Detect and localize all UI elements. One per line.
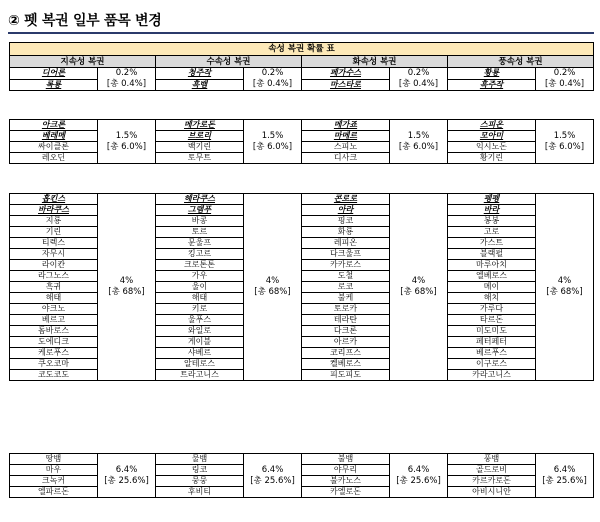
rate-total: [총 68%]: [108, 287, 145, 297]
table-row: [10, 487, 594, 498]
lottery-table-header-block: [9, 42, 594, 91]
pet-name-cell: 메이: [448, 282, 536, 293]
pet-name-cell: 토르: [156, 227, 244, 238]
rate-total: [총 0.4%]: [106, 79, 147, 89]
pet-name-cell: 레오딘: [10, 153, 98, 164]
type-earth-lottery: 지속성 복권: [10, 56, 156, 68]
pet-name-cell: 해치: [448, 293, 536, 304]
rate-value: 4%: [265, 276, 280, 286]
pet-name-cell: 티렉스: [10, 238, 98, 249]
rate-cell: [390, 120, 448, 164]
table-row: [10, 315, 594, 326]
rate-value: 1.5%: [553, 130, 576, 141]
rate-cell: [98, 68, 156, 91]
rate-group-1-5: [10, 120, 594, 164]
pet-name-cell: 이구로스: [448, 359, 536, 370]
pet-name-cell: 엘파르돈: [10, 487, 98, 498]
pet-name-cell: 엘베로스: [448, 271, 536, 282]
rate-cell: [244, 120, 302, 164]
pet-name-cell: 도철: [302, 271, 390, 282]
rate-group-table-1-5: [9, 119, 594, 164]
pet-name-cell: 코도코도: [10, 370, 98, 381]
table-row: [10, 348, 594, 359]
pet-name-cell: 피도피도: [302, 370, 390, 381]
table-row: [10, 142, 594, 153]
pet-name-cell: 블랙펄: [448, 249, 536, 260]
rate-total: [총 6.0%]: [544, 141, 585, 152]
pet-name-cell: 가우: [156, 271, 244, 282]
pet-name-cell: 울푸스: [156, 315, 244, 326]
pet-name-cell: 카르카로돈: [448, 476, 536, 487]
table-row: [10, 359, 594, 370]
heading-underline: [8, 32, 594, 34]
rate-value: 0.2%: [407, 68, 430, 78]
pet-name-cell: 청주작: [156, 68, 244, 80]
pet-name-cell: 불카노스: [302, 476, 390, 487]
pet-name-cell: 그램푸: [156, 205, 244, 216]
rate-total: [총 25.6%]: [542, 475, 587, 486]
pet-name-cell: 베르푸스: [448, 348, 536, 359]
pet-name-cell: 마메르: [302, 131, 390, 142]
pet-name-cell: 게이블: [156, 337, 244, 348]
rate-cell: [244, 68, 302, 91]
pet-name-cell: 크로톤톤: [156, 260, 244, 271]
pet-name-cell: 토로카: [302, 304, 390, 315]
rate-cell: [536, 68, 594, 91]
rate-value: 4%: [119, 276, 134, 286]
pet-name-cell: 타르돈: [448, 315, 536, 326]
table-row: [10, 79, 594, 91]
rate-value: 4%: [411, 276, 426, 286]
pet-name-cell: 바라: [448, 205, 536, 216]
pet-name-cell: 테라탄: [302, 315, 390, 326]
rate-group-table-6-4: [9, 453, 594, 498]
pet-name-cell: 로코: [302, 282, 390, 293]
pet-name-cell: 헤라쿠스: [156, 194, 244, 205]
pet-name-cell: 아라: [302, 205, 390, 216]
table-row: [10, 249, 594, 260]
pet-name-cell: 아비시니안: [448, 487, 536, 498]
pet-name-cell: 흑주작: [448, 79, 536, 91]
rate-value: 6.4%: [407, 464, 430, 475]
pet-name-cell: 콘로로: [302, 194, 390, 205]
pet-name-cell: 풍뱀: [448, 454, 536, 465]
pet-name-cell: 황룡: [448, 68, 536, 80]
rate-value: 0.2%: [261, 68, 284, 78]
pet-name-cell: 페가수스: [302, 68, 390, 80]
pet-name-cell: 홉킨스: [10, 194, 98, 205]
pet-name-cell: 바라쿠스: [10, 205, 98, 216]
pet-name-cell: 가스트: [448, 238, 536, 249]
rate-value: 6.4%: [553, 464, 576, 475]
pet-name-cell: 불케: [302, 293, 390, 304]
pet-name-cell: 자무시: [10, 249, 98, 260]
pet-name-cell: 와일로: [156, 326, 244, 337]
pet-name-cell: 뭉뭉: [156, 476, 244, 487]
rate-group-0-2: [10, 68, 594, 91]
pet-name-cell: 카엘로돈: [302, 487, 390, 498]
pet-name-cell: 화룡: [302, 227, 390, 238]
rate-group-table-4: [9, 193, 594, 381]
pet-name-cell: 백기린: [156, 142, 244, 153]
rate-value: 1.5%: [115, 130, 138, 141]
pet-name-cell: 링코: [156, 465, 244, 476]
pet-name-cell: 켈베로스: [302, 359, 390, 370]
table-row: [10, 476, 594, 487]
pet-name-cell: 핑코: [302, 216, 390, 227]
type-wind-lottery: 풍속성 복권: [448, 56, 594, 68]
pet-name-cell: 문울프: [156, 238, 244, 249]
pet-name-cell: 케로푸스: [10, 348, 98, 359]
table-row: [10, 68, 594, 80]
pet-name-cell: 스피온: [448, 120, 536, 131]
table-row: [10, 194, 594, 205]
pet-name-cell: 베레메: [10, 131, 98, 142]
pet-name-cell: 황기린: [448, 153, 536, 164]
pet-name-cell: 크녹커: [10, 476, 98, 487]
rate-total: [총 6.0%]: [252, 141, 293, 152]
table-row: [10, 238, 594, 249]
pet-name-cell: 불뱀: [302, 454, 390, 465]
pet-name-cell: 물뱀: [156, 454, 244, 465]
pet-name-cell: 마우: [10, 465, 98, 476]
rate-total: [총 0.4%]: [398, 79, 439, 89]
pet-name-cell: 킹고르: [156, 249, 244, 260]
pet-name-cell: 카라고니스: [448, 370, 536, 381]
rate-total: [총 68%]: [254, 287, 291, 297]
pet-name-cell: 야크노: [10, 304, 98, 315]
pet-name-cell: 펭펭: [448, 194, 536, 205]
rate-value: 0.2%: [553, 68, 576, 78]
pet-name-cell: 고로: [448, 227, 536, 238]
rate-value: 6.4%: [261, 464, 284, 475]
rate-cell: [98, 194, 156, 381]
pet-name-cell: 록룡: [10, 79, 98, 91]
table-row: [10, 227, 594, 238]
pet-name-cell: 페터페터: [448, 337, 536, 348]
rate-total: [총 25.6%]: [396, 475, 441, 486]
pet-name-cell: 바콩: [156, 216, 244, 227]
rate-cell: [98, 454, 156, 498]
pet-name-cell: 땅뱀: [10, 454, 98, 465]
pet-name-cell: 가루다: [448, 304, 536, 315]
table-row: [10, 216, 594, 227]
table-row: [10, 370, 594, 381]
pet-name-cell: 메가죠: [302, 120, 390, 131]
rate-cell: [390, 68, 448, 91]
pet-name-cell: 다크론: [302, 326, 390, 337]
pet-name-cell: 돔바로스: [10, 326, 98, 337]
rate-total: [총 25.6%]: [104, 475, 149, 486]
pet-name-cell: 흑귀: [10, 282, 98, 293]
type-fire-lottery: 화속성 복권: [302, 56, 448, 68]
pet-name-cell: 트라고니스: [156, 370, 244, 381]
table-row: [10, 337, 594, 348]
table-row: [10, 260, 594, 271]
table-row: [10, 205, 594, 216]
pet-name-cell: 샤베르: [156, 348, 244, 359]
table-row: [10, 120, 594, 131]
rate-value: 6.4%: [115, 464, 138, 475]
rate-cell: [98, 120, 156, 164]
pet-name-cell: 울이: [156, 282, 244, 293]
rate-cell: [244, 194, 302, 381]
table-row: [10, 454, 594, 465]
table-row: [10, 293, 594, 304]
rate-total: [총 0.4%]: [252, 79, 293, 89]
rate-value: 1.5%: [261, 130, 284, 141]
table-row: [10, 271, 594, 282]
pet-name-cell: 아르카: [302, 337, 390, 348]
pet-name-cell: 흑뱀: [156, 79, 244, 91]
pet-name-cell: 알테로스: [156, 359, 244, 370]
pet-name-cell: 미도미도: [448, 326, 536, 337]
table-title: 속성 복권 확률 표: [10, 43, 594, 56]
rate-value: 1.5%: [407, 130, 430, 141]
pet-name-cell: 토무트: [156, 153, 244, 164]
section-heading: ② 펫 복권 일부 품목 변경: [8, 13, 162, 29]
rate-cell: [536, 454, 594, 498]
rate-total: [총 0.4%]: [544, 79, 585, 89]
rate-total: [총 25.6%]: [250, 475, 295, 486]
pet-name-cell: 스피노: [302, 142, 390, 153]
pet-name-cell: 디사크: [302, 153, 390, 164]
pet-name-cell: 봉봉: [448, 216, 536, 227]
pet-name-cell: 아크론: [10, 120, 98, 131]
rate-total: [총 6.0%]: [106, 141, 147, 152]
pet-name-cell: 골드로비: [448, 465, 536, 476]
pet-name-cell: 마스타로: [302, 79, 390, 91]
pet-name-cell: 후비티: [156, 487, 244, 498]
rate-cell: [536, 194, 594, 381]
pet-name-cell: 해태: [10, 293, 98, 304]
rate-cell: [244, 454, 302, 498]
rate-value: 4%: [557, 276, 572, 286]
pet-name-cell: 기린: [10, 227, 98, 238]
table-row: [10, 131, 594, 142]
pet-name-cell: 다크울프: [302, 249, 390, 260]
pet-name-cell: 싸이클론: [10, 142, 98, 153]
pet-name-cell: 카카로스: [302, 260, 390, 271]
pet-name-cell: 마루아치: [448, 260, 536, 271]
table-row: [10, 465, 594, 476]
pet-name-cell: 야무리: [302, 465, 390, 476]
pet-name-cell: 지룡: [10, 216, 98, 227]
rate-total: [총 68%]: [546, 287, 583, 297]
rate-value: 0.2%: [115, 68, 138, 78]
pet-name-cell: 코리프스: [302, 348, 390, 359]
pet-name-cell: 익시노돈: [448, 142, 536, 153]
pet-name-cell: 모아미: [448, 131, 536, 142]
pet-name-cell: 쿠오코마: [10, 359, 98, 370]
pet-name-cell: 해태: [156, 293, 244, 304]
type-water-lottery: 수속성 복권: [156, 56, 302, 68]
pet-name-cell: 베르고: [10, 315, 98, 326]
rate-total: [총 68%]: [400, 287, 437, 297]
table-row: [10, 304, 594, 315]
pet-name-cell: 브로리: [156, 131, 244, 142]
pet-name-cell: 디어론: [10, 68, 98, 80]
rate-group-4: [10, 194, 594, 381]
pet-name-cell: 키로: [156, 304, 244, 315]
pet-name-cell: 메가로돈: [156, 120, 244, 131]
rate-cell: [390, 454, 448, 498]
rate-cell: [536, 120, 594, 164]
table-row: [10, 282, 594, 293]
rate-cell: [390, 194, 448, 381]
pet-name-cell: 도에디크: [10, 337, 98, 348]
table-row: [10, 326, 594, 337]
rate-group-6-4: [10, 454, 594, 498]
rate-total: [총 6.0%]: [398, 141, 439, 152]
pet-name-cell: 라그노스: [10, 271, 98, 282]
pet-name-cell: 레피온: [302, 238, 390, 249]
table-row: [10, 153, 594, 164]
pet-name-cell: 라이칸: [10, 260, 98, 271]
